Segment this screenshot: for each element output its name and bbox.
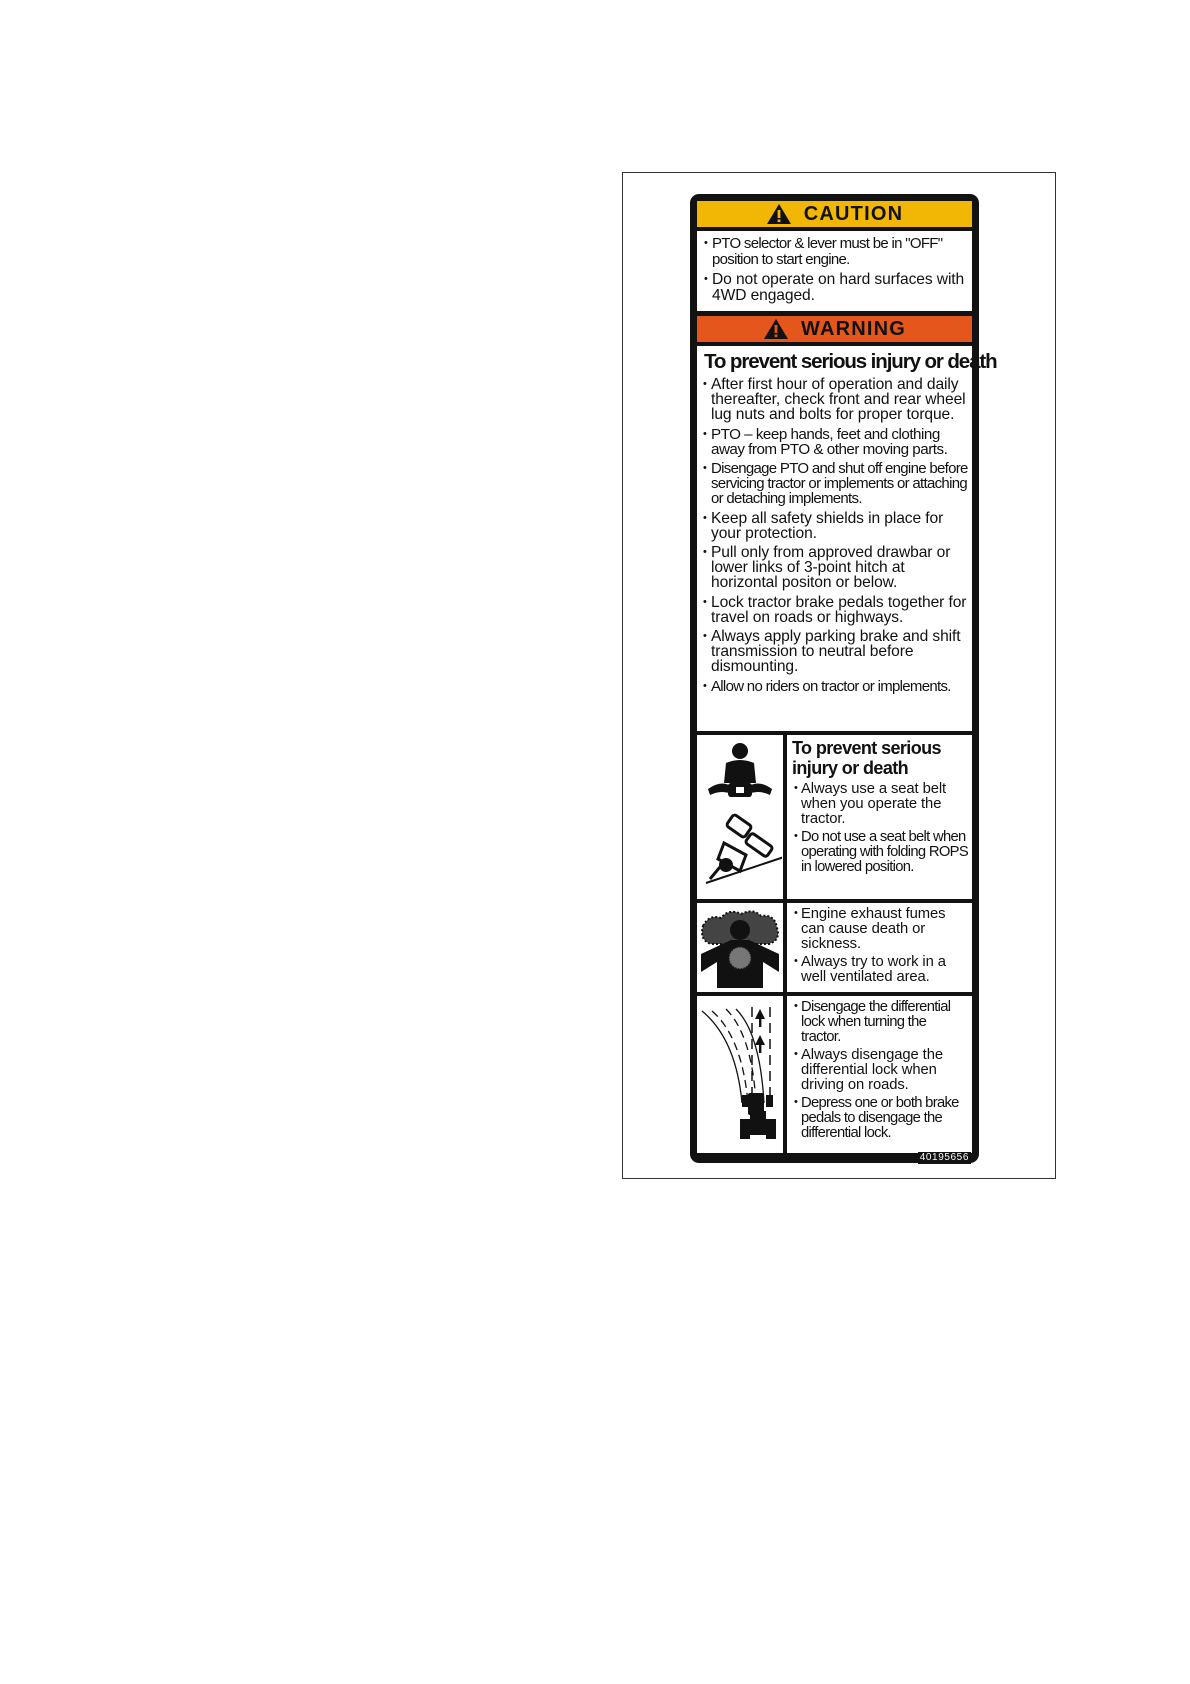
exhaust-fumes-icon	[699, 906, 781, 990]
warning-item: • Disengage PTO and shut off engine before servicing tractor or implements or attaching or detaching implements.	[701, 461, 968, 507]
caution-item: • PTO selector & lever must be in "OFF" position to start engine.	[702, 236, 967, 267]
caution-body	[697, 231, 972, 311]
seatbelt-item: • Do not use a seat belt when operating with folding ROPS in lowered position.	[792, 829, 969, 875]
warning-triangle-icon	[766, 203, 792, 225]
part-number: 40195656	[919, 1152, 969, 1163]
exhaust-pictogram	[697, 903, 783, 992]
warning-item: • Lock tractor brake pedals together for travel on roads or highways.	[701, 595, 968, 625]
differential-pictogram	[697, 996, 783, 1153]
differential-text	[787, 996, 972, 1153]
warning-body-title: To prevent serious injury or death	[704, 350, 997, 373]
seatbelt-text	[787, 735, 972, 899]
seatbelt-item: • Always use a seat belt when you operate the tractor.	[792, 781, 969, 827]
differential-lock-turning-icon	[698, 999, 782, 1151]
caution-item: • Do not operate on hard surfaces with 4WD engaged.	[702, 272, 967, 303]
warning-item: • Pull only from approved drawbar or lower links of 3-point hitch at horizontal positon or below.	[701, 545, 968, 591]
warning-triangle-icon	[763, 318, 789, 340]
caution-header	[697, 201, 972, 227]
warning-item: • Always apply parking brake and shift transmission to neutral before dismounting.	[701, 629, 968, 675]
caution-title: CAUTION	[803, 202, 904, 225]
warning-title: WARNING	[800, 317, 907, 340]
differential-section	[697, 996, 972, 1153]
exhaust-section	[697, 903, 972, 992]
warning-item: • Allow no riders on tractor or implements.	[701, 679, 968, 694]
warning-body	[697, 346, 997, 731]
seatbelt-section	[697, 735, 972, 899]
differential-item: • Always disengage the differential lock when driving on roads.	[792, 1047, 969, 1093]
exhaust-text	[787, 903, 972, 992]
warning-header	[697, 316, 972, 342]
seat-belt-operator-icon	[698, 737, 782, 897]
differential-item: • Disengage the differential lock when turning the tractor.	[792, 999, 969, 1045]
safety-decal	[690, 194, 997, 1163]
exhaust-item: • Always try to work in a well ventilated area.	[792, 954, 969, 985]
seatbelt-pictograms	[697, 735, 783, 899]
warning-item: • PTO – keep hands, feet and clothing away from PTO & other moving parts.	[701, 427, 968, 457]
warning-item: • After first hour of operation and daily thereafter, check front and rear wheel lug nuts and bolts for proper torque.	[701, 377, 968, 423]
seatbelt-title: To prevent serious injury or death	[792, 738, 941, 778]
exhaust-item: • Engine exhaust fumes can cause death or sickness.	[792, 906, 969, 952]
warning-item: • Keep all safety shields in place for your protection.	[701, 511, 968, 541]
differential-item: • Depress one or both brake pedals to disengage the differential lock.	[792, 1095, 969, 1141]
